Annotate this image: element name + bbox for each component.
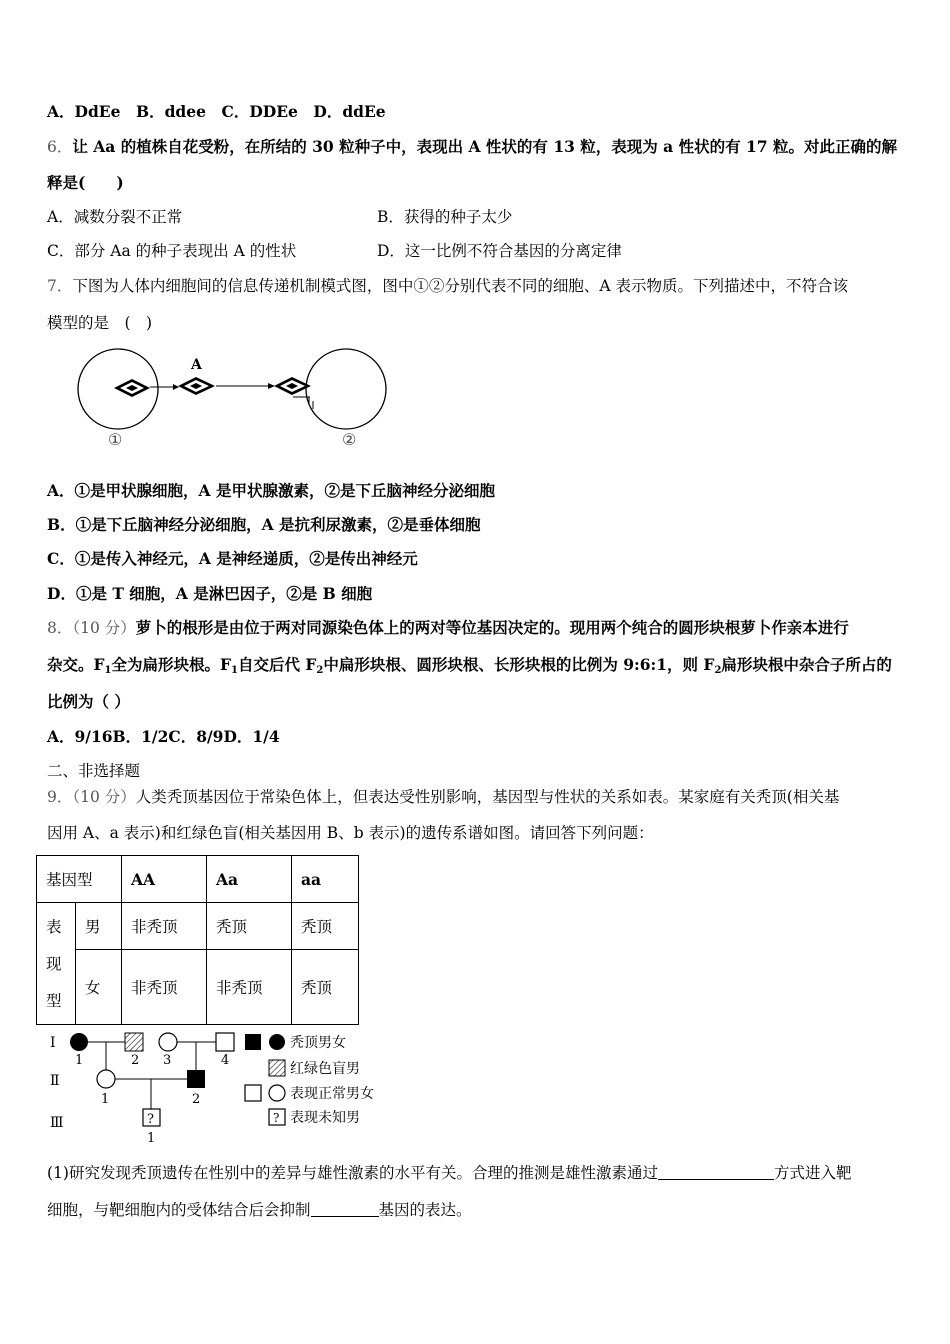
table-header-row bbox=[37, 856, 359, 903]
q6-option-a: A．减数分裂不正常 bbox=[47, 208, 183, 226]
legend-bald-female-icon bbox=[269, 1034, 285, 1050]
q7-stem-1: 下图为人体内细胞间的信息传递机制模式图，图中①②分别代表不同的细胞、A 表示物质。下列描述中，不符合该 bbox=[72, 277, 848, 295]
q9-stem-line-1 bbox=[47, 787, 839, 807]
q8-sub-3: 2 bbox=[316, 665, 324, 676]
i4-number: 4 bbox=[221, 1053, 230, 1068]
i2-colorblind-male bbox=[125, 1033, 143, 1051]
arrow-head-2 bbox=[268, 383, 275, 389]
table-male-label: 男 bbox=[76, 903, 122, 950]
q9-sub1-text-a: (1)研究发现秃顶遗传在性别中的差异与雄性激素的水平有关。合理的推测是雄性激素通过 bbox=[47, 1164, 658, 1182]
legend-normal-male-icon bbox=[245, 1085, 261, 1101]
legend-unknown-text: 表现未知男 bbox=[290, 1110, 360, 1126]
side-char-3: 型 bbox=[46, 992, 62, 1010]
label-a: A bbox=[191, 357, 202, 373]
table-cell: 秃顶 bbox=[207, 903, 292, 950]
q7-number: 7． bbox=[47, 277, 73, 295]
table-side-label bbox=[37, 903, 76, 1025]
q8-sub-2: 1 bbox=[231, 665, 238, 676]
q6-option-b: B．获得的种子太少 bbox=[377, 208, 513, 226]
q8-stem-2e: 扁形块根中杂合子所占的 bbox=[721, 655, 892, 674]
table-female-label: 女 bbox=[76, 950, 122, 1025]
q6-stem-1: 让 Aa 的植株自花受粉，在所结的 30 粒种子中，表现出 A 性状的有 13 粒，表现为 a 性状的有 17 粒。对此正确的解 bbox=[72, 137, 897, 156]
q9-sub1-text-c: 细胞，与靶细胞内的受体结合后会抑制 bbox=[47, 1201, 311, 1219]
q8-sub-1: 1 bbox=[104, 665, 112, 676]
i4-normal-male bbox=[216, 1033, 234, 1051]
q8-stem-line-2 bbox=[47, 655, 892, 675]
q8-stem-line-1 bbox=[47, 618, 849, 638]
molecule-a-in-cell-1-icon bbox=[114, 379, 150, 397]
q6-stem-line-1 bbox=[47, 137, 897, 157]
answer-blank-2[interactable] bbox=[311, 1200, 379, 1217]
table-cell: 非秃顶 bbox=[207, 950, 292, 1025]
cell-2-circle bbox=[306, 349, 386, 429]
table-header-aa-hetero: Aa bbox=[207, 856, 292, 903]
q9-sub1-line-2 bbox=[47, 1200, 472, 1220]
q7-stem-2: 模型的是 ( ) bbox=[47, 314, 153, 332]
ii2-bald-male bbox=[187, 1070, 205, 1088]
q8-stem-2d: 中扁形块根、圆形块根、长形块根的比例为 9:6:1，则 F bbox=[323, 655, 715, 674]
ii2-number: 2 bbox=[192, 1092, 201, 1107]
arrow-head-1 bbox=[173, 384, 179, 390]
legend-normal-text: 表现正常男女 bbox=[290, 1086, 374, 1102]
side-char-1: 表 bbox=[46, 918, 62, 936]
table-cell: 秃顶 bbox=[292, 903, 359, 950]
q8-stem-3: 比例为（ ） bbox=[47, 692, 130, 711]
q9-sub1-text-b: 方式进入靶 bbox=[773, 1164, 852, 1182]
gen-label-3: Ⅲ bbox=[50, 1115, 64, 1131]
gen-label-2: Ⅱ bbox=[50, 1073, 60, 1089]
legend-unknown-mark: ? bbox=[273, 1111, 280, 1125]
legend-colorblind-text: 红绿色盲男 bbox=[290, 1061, 360, 1077]
table-header-aa-dominant: AA bbox=[122, 856, 207, 903]
q5-options: A．DdEe B．ddee C．DDEe D．ddEe bbox=[47, 102, 386, 121]
legend-colorblind-icon bbox=[269, 1060, 285, 1076]
q7-option-d: D．①是 T 细胞，A 是淋巴因子，②是 B 细胞 bbox=[47, 584, 373, 603]
q6-number: 6． bbox=[47, 138, 73, 156]
pedigree-chart bbox=[40, 1027, 400, 1147]
i3-number: 3 bbox=[163, 1053, 172, 1068]
legend-bald-text: 秃顶男女 bbox=[290, 1035, 346, 1051]
genotype-phenotype-table bbox=[36, 855, 359, 1025]
table-row-female bbox=[37, 950, 359, 1025]
table-header-genotype: 基因型 bbox=[37, 856, 122, 903]
q9-score: （10 分） bbox=[72, 788, 136, 806]
cell-signal-diagram bbox=[70, 345, 400, 455]
i1-bald-female bbox=[70, 1033, 88, 1051]
q8-options: A．9/16B．1/2C．8/9D．1/4 bbox=[47, 727, 280, 746]
cell-1-label: ① bbox=[108, 430, 123, 449]
section-2-title: 二、非选择题 bbox=[47, 762, 141, 780]
q6-option-d: D．这一比例不符合基因的分离定律 bbox=[377, 242, 622, 260]
iii1-question-mark: ? bbox=[147, 1112, 154, 1127]
side-char-2: 现 bbox=[46, 955, 62, 973]
legend-bald-male-icon bbox=[245, 1034, 261, 1050]
q8-stem-2a: 杂交。F bbox=[47, 655, 105, 674]
q9-number: 9． bbox=[47, 788, 73, 806]
q8-number: 8． bbox=[47, 619, 73, 637]
iii1-number: 1 bbox=[147, 1131, 156, 1146]
table-cell: 秃顶 bbox=[292, 950, 359, 1025]
legend-normal-female-icon bbox=[269, 1085, 285, 1101]
q9-sub1-text-d: 基因的表达。 bbox=[378, 1201, 472, 1219]
q9-stem-2: 因用 A、a 表示)和红绿色盲(相关基因用 B、b 表示)的遗传系谱如图。请回答下列问题： bbox=[47, 824, 654, 842]
molecule-a-secreted-icon bbox=[178, 377, 215, 395]
table-cell: 非秃顶 bbox=[122, 903, 207, 950]
ii1-normal-female bbox=[97, 1070, 115, 1088]
q6-option-c: C．部分 Aa 的种子表现出 A 的性状 bbox=[47, 242, 297, 260]
i3-normal-female bbox=[159, 1033, 177, 1051]
q7-option-b: B．①是下丘脑神经分泌细胞，A 是抗利尿激素，②是垂体细胞 bbox=[47, 515, 481, 534]
gen-label-1: Ⅰ bbox=[50, 1035, 56, 1051]
q8-sub-4: 2 bbox=[714, 665, 722, 676]
table-row-male bbox=[37, 903, 359, 950]
q7-stem-line-1 bbox=[47, 276, 848, 296]
q8-stem-1: 萝卜的根形是由位于两对同源染色体上的两对等位基因决定的。现用两个纯合的圆形块根萝卜作亲本进行 bbox=[135, 618, 849, 637]
q9-stem-1: 人类秃顶基因位于常染色体上，但表达受性别影响，基因型与性状的关系如表。某家庭有关秃顶(相关基 bbox=[135, 788, 840, 806]
cell-2-label: ② bbox=[342, 430, 357, 449]
q8-stem-2c: 自交后代 F bbox=[237, 655, 317, 674]
q9-sub1-line-1 bbox=[47, 1163, 851, 1183]
q6-stem-2: 释是( ) bbox=[47, 173, 124, 192]
q8-stem-2b: 全为扁形块根。F bbox=[111, 655, 231, 674]
q7-option-c: C．①是传入神经元，A 是神经递质，②是传出神经元 bbox=[47, 549, 418, 568]
answer-blank-1[interactable] bbox=[658, 1163, 774, 1180]
i1-number: 1 bbox=[75, 1053, 84, 1068]
q7-option-a: A．①是甲状腺细胞，A 是甲状腺激素，②是下丘脑神经分泌细胞 bbox=[47, 481, 495, 500]
q8-score: （10 分） bbox=[72, 619, 136, 637]
table-cell: 非秃顶 bbox=[122, 950, 207, 1025]
ii1-number: 1 bbox=[101, 1092, 110, 1107]
table-header-aa-recessive: aa bbox=[292, 856, 359, 903]
i2-number: 2 bbox=[131, 1053, 140, 1068]
